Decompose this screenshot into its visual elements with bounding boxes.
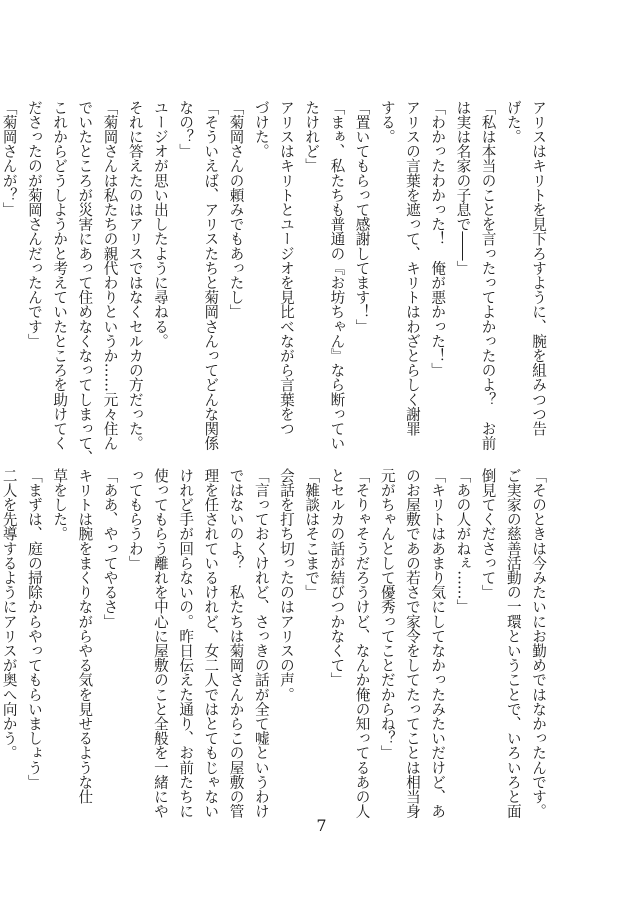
text-line: それに答えたのはアリスではなくセルカの方だった。 <box>126 100 144 451</box>
text-line: する。 <box>378 100 396 144</box>
text-line: 元がちゃんとして優秀ってことだからね？」 <box>378 468 396 760</box>
text-line: アリスの言葉を遮って、キリトはわざとらしく謝罪 <box>403 100 421 436</box>
text-line: ユージオが思い出したように尋ねる。 <box>151 100 169 349</box>
text-line: 「菊岡さんの頼みでもあったし」 <box>227 100 245 319</box>
text-line: 「わかったわかった！ 俺が悪かった！」 <box>429 100 447 378</box>
text-line: 「菊岡さんが？」 <box>0 100 18 217</box>
text-line: 理を任されているけれど、女二人ではとてもじゃない <box>202 468 220 819</box>
text-line: は実は名家の子息で――」 <box>454 100 472 276</box>
text-line: ではないのよ？ 私たちは菊岡さんからこの屋敷の管 <box>227 468 245 819</box>
text-line: アリスはキリトを見下ろすように、腕を組みつつ告 <box>530 100 547 436</box>
text-line: ってもらうわ」 <box>126 468 144 571</box>
text-line: これからどうしようかと考えていたところを助けてく <box>51 100 69 451</box>
text-line: 「菊岡さんは私たちの親代わりというか……元々住ん <box>101 100 119 451</box>
text-line: 「私は本当のことを言ったってよかったのよ？ お前 <box>479 100 497 451</box>
text-line: キリトは腕をまくりながらやる気を見せるような仕 <box>76 468 94 804</box>
text-line: なの？」 <box>177 100 195 159</box>
lower-text-block <box>0 468 551 819</box>
text-line: でいたところが災害にあって住めなくなってしまって、 <box>76 100 94 465</box>
text-line: 「雑談はそこまで」 <box>303 468 321 600</box>
text-line: 「そういえば、アリスたちと菊岡さんってどんな関係 <box>202 100 220 451</box>
text-line: 草をした。 <box>51 468 69 541</box>
text-line: 「まぁ、私たちも普通の『お坊ちゃん』なら断ってい <box>328 100 346 451</box>
text-line: アリスはキリトとユージオを見比べながら言葉をつ <box>277 100 295 436</box>
text-line: 倒見てくださって」 <box>479 468 497 600</box>
text-line: 会話を打ち切ったのはアリスの声。 <box>277 468 295 702</box>
text-line: けれど手が回らないの。昨日伝えた通り、お前たちに <box>177 468 195 819</box>
text-line: 「ああ、やってやるさ」 <box>101 468 119 629</box>
text-line: 「あの人がねぇ……」 <box>454 468 472 614</box>
text-line: とセルカの話が結びつかなくて」 <box>328 468 346 687</box>
text-line: 「言っておくけれど、さっきの話が全て嘘というわけ <box>252 468 270 819</box>
text-line: げた。 <box>504 100 522 144</box>
text-line: 使ってもらう離れを中心に屋敷のこと全般を一緒にや <box>151 468 169 819</box>
text-line: たけれど」 <box>303 100 321 173</box>
upper-text-block <box>0 100 551 465</box>
text-line: 「置いてもらって感謝してます！」 <box>353 100 371 334</box>
text-line: 「キリトはあまり気にしてなかったみたいだけど、あ <box>429 468 447 819</box>
text-line: のお屋敷であの若さで家令をしてたってことは相当身 <box>403 468 421 819</box>
text-line: ださったのが菊岡さんだったんです」 <box>25 100 43 349</box>
text-line: 「まずは、庭の掃除からやってもらいましょう」 <box>25 468 43 790</box>
text-line: ご実家の慈善活動の一環ということで、いろいろと面 <box>504 468 522 819</box>
page-number: 7 <box>316 816 327 835</box>
text-line: 「そのときは今みたいにお勤めではなかったんです。 <box>530 468 547 819</box>
text-line: づけた。 <box>252 100 270 159</box>
text-line: 二人を先導するようにアリスが奥へ向かう。 <box>0 468 18 760</box>
text-line: 「そりゃそうだろうけど、なんか俺の知ってるあの人 <box>353 468 371 819</box>
